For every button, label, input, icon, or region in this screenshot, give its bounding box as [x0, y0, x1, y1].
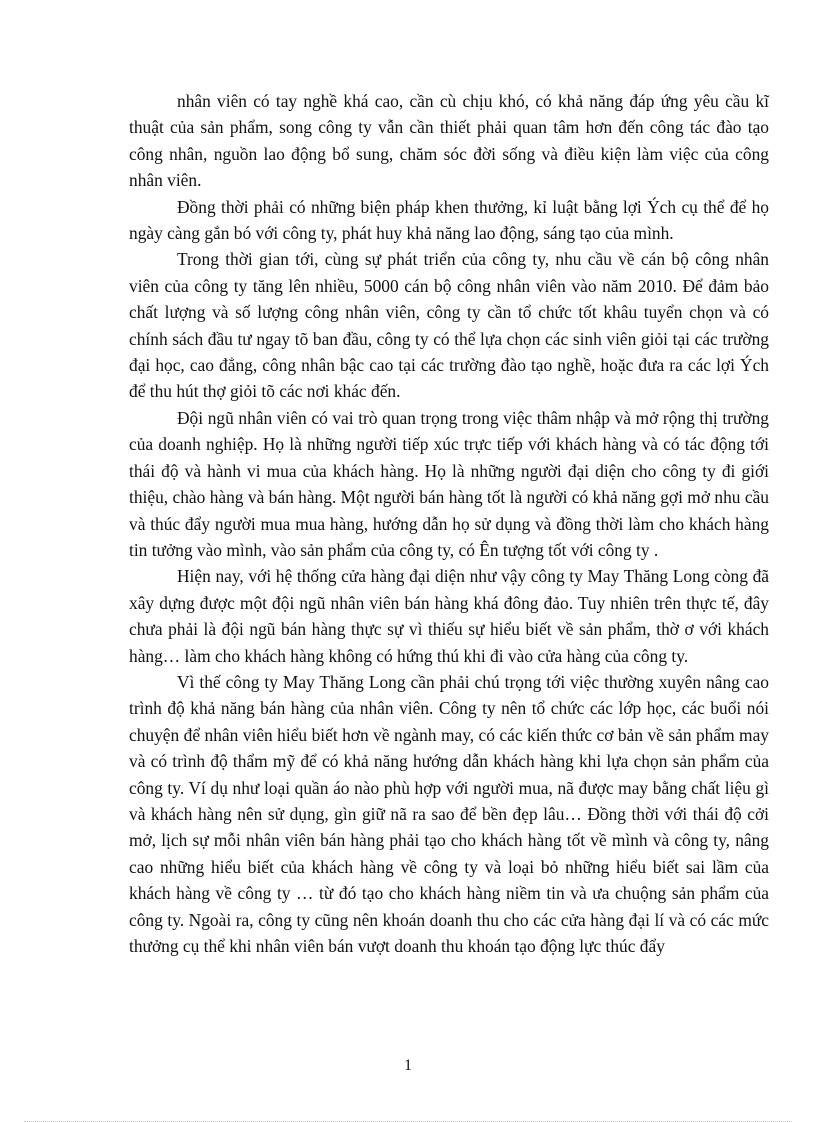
paragraph: Đồng thời phải có những biện pháp khen thưởng, kỉ luật bằng lợi Ých cụ thể để họ ngày càng gắn bó với công ty, phát huy khả năng lao động, sáng tạo của mình.	[129, 196, 769, 244]
body-text	[129, 88, 769, 959]
paragraph: nhân viên có tay nghề khá cao, cần cù chịu khó, có khả năng đáp ứng yêu cầu kĩ thuật của sản phẩm, song công ty vẫn cần thiết phải quan tâm hơn đến công tác đào tạo công nhân, nguồn lao động bổ sung, chăm sóc đời sống và điều kiện làm việc của công nhân viên.	[129, 91, 769, 191]
paragraph: Hiện nay, với hệ thống cửa hàng đại diện như vậy công ty May Thăng Long còng đã xây dựng được một đội ngũ nhân viên bán hàng khá đông đảo. Tuy nhiên trên thực tế, đây chưa phải là đội ngũ bán hàng thực sự vì thiếu sự hiểu biết về sản phẩm, thờ ơ với khách hàng… làm cho khách hàng không có hứng thú khi đi vào cửa hàng của công ty.	[129, 566, 769, 666]
paragraph: Trong thời gian tới, cùng sự phát triển của công ty, nhu cầu về cán bộ công nhân viên của công ty tăng lên nhiều, 5000 cán bộ công nhân viên vào năm 2010. Để đảm bảo chất lượng và số lượng công nhân viên, công ty cần tổ chức tốt khâu tuyển chọn và có chính sách đầu tư ngay tõ ban đầu, công ty có thể lựa chọn các sinh viên giỏi tại các trường đại học, cao đẳng, công nhân bậc cao tại các trường đào tạo nghề, hoặc đưa ra các lợi Ých để thu hút thợ giỏi tõ các nơi khác đến.	[129, 249, 769, 402]
paragraph: Vì thế công ty May Thăng Long cần phải chú trọng tới việc thường xuyên nâng cao trình độ khả năng bán hàng của nhân viên. Công ty nên tổ chức các lớp học, các buổi nói chuyện để nhân viên hiểu biết hơn về ngành may, có các kiến thức cơ bản về sản phẩm may và có trình độ thẩm mỹ để có khả năng hướng dẫn khách hàng khi lựa chọn sản phẩm của công ty. Ví dụ như loại quần áo nào phù hợp với người mua, nã được may bằng chất liệu gì và khách hàng nên sử dụng, gìn giữ nã ra sao để bền đẹp lâu… Đồng thời với thái độ cởi mở, lịch sự mỗi nhân viên bán hàng phải tạo cho khách hàng tốt về mình và công ty, nâng cao những hiểu biết của khách hàng về công ty và loại bỏ những hiểu biết sai lầm của khách hàng về công ty … từ đó tạo cho khách hàng niềm tin và ưa chuộng sản phẩm của công ty. Ngoài ra, công ty cũng nên khoán doanh thu cho các cửa hàng đại lí và có các mức thưởng cụ thể khi nhân viên bán vượt doanh thu khoán tạo động lực thúc đẩy	[129, 671, 769, 956]
paragraph: Đội ngũ nhân viên có vai trò quan trọng trong việc thâm nhập và mở rộng thị trường của doanh nghiệp. Họ là những người tiếp xúc trực tiếp với khách hàng và có tác động tới thái độ và hành vi mua của khách hàng. Họ là những người đại diện cho công ty đi giới thiệu, chào hàng và bán hàng. Một người bán hàng tốt là người có khả năng gợi mở nhu cầu và thúc đẩy người mua mua hàng, hướng dẫn họ sử dụng và đồng thời làm cho khách hàng tin tưởng vào mình, vào sản phẩm của công ty, có Ên tượng tốt với công ty .	[129, 407, 769, 560]
page-bottom-divider	[24, 1121, 792, 1122]
page-number: 1	[404, 1057, 412, 1074]
